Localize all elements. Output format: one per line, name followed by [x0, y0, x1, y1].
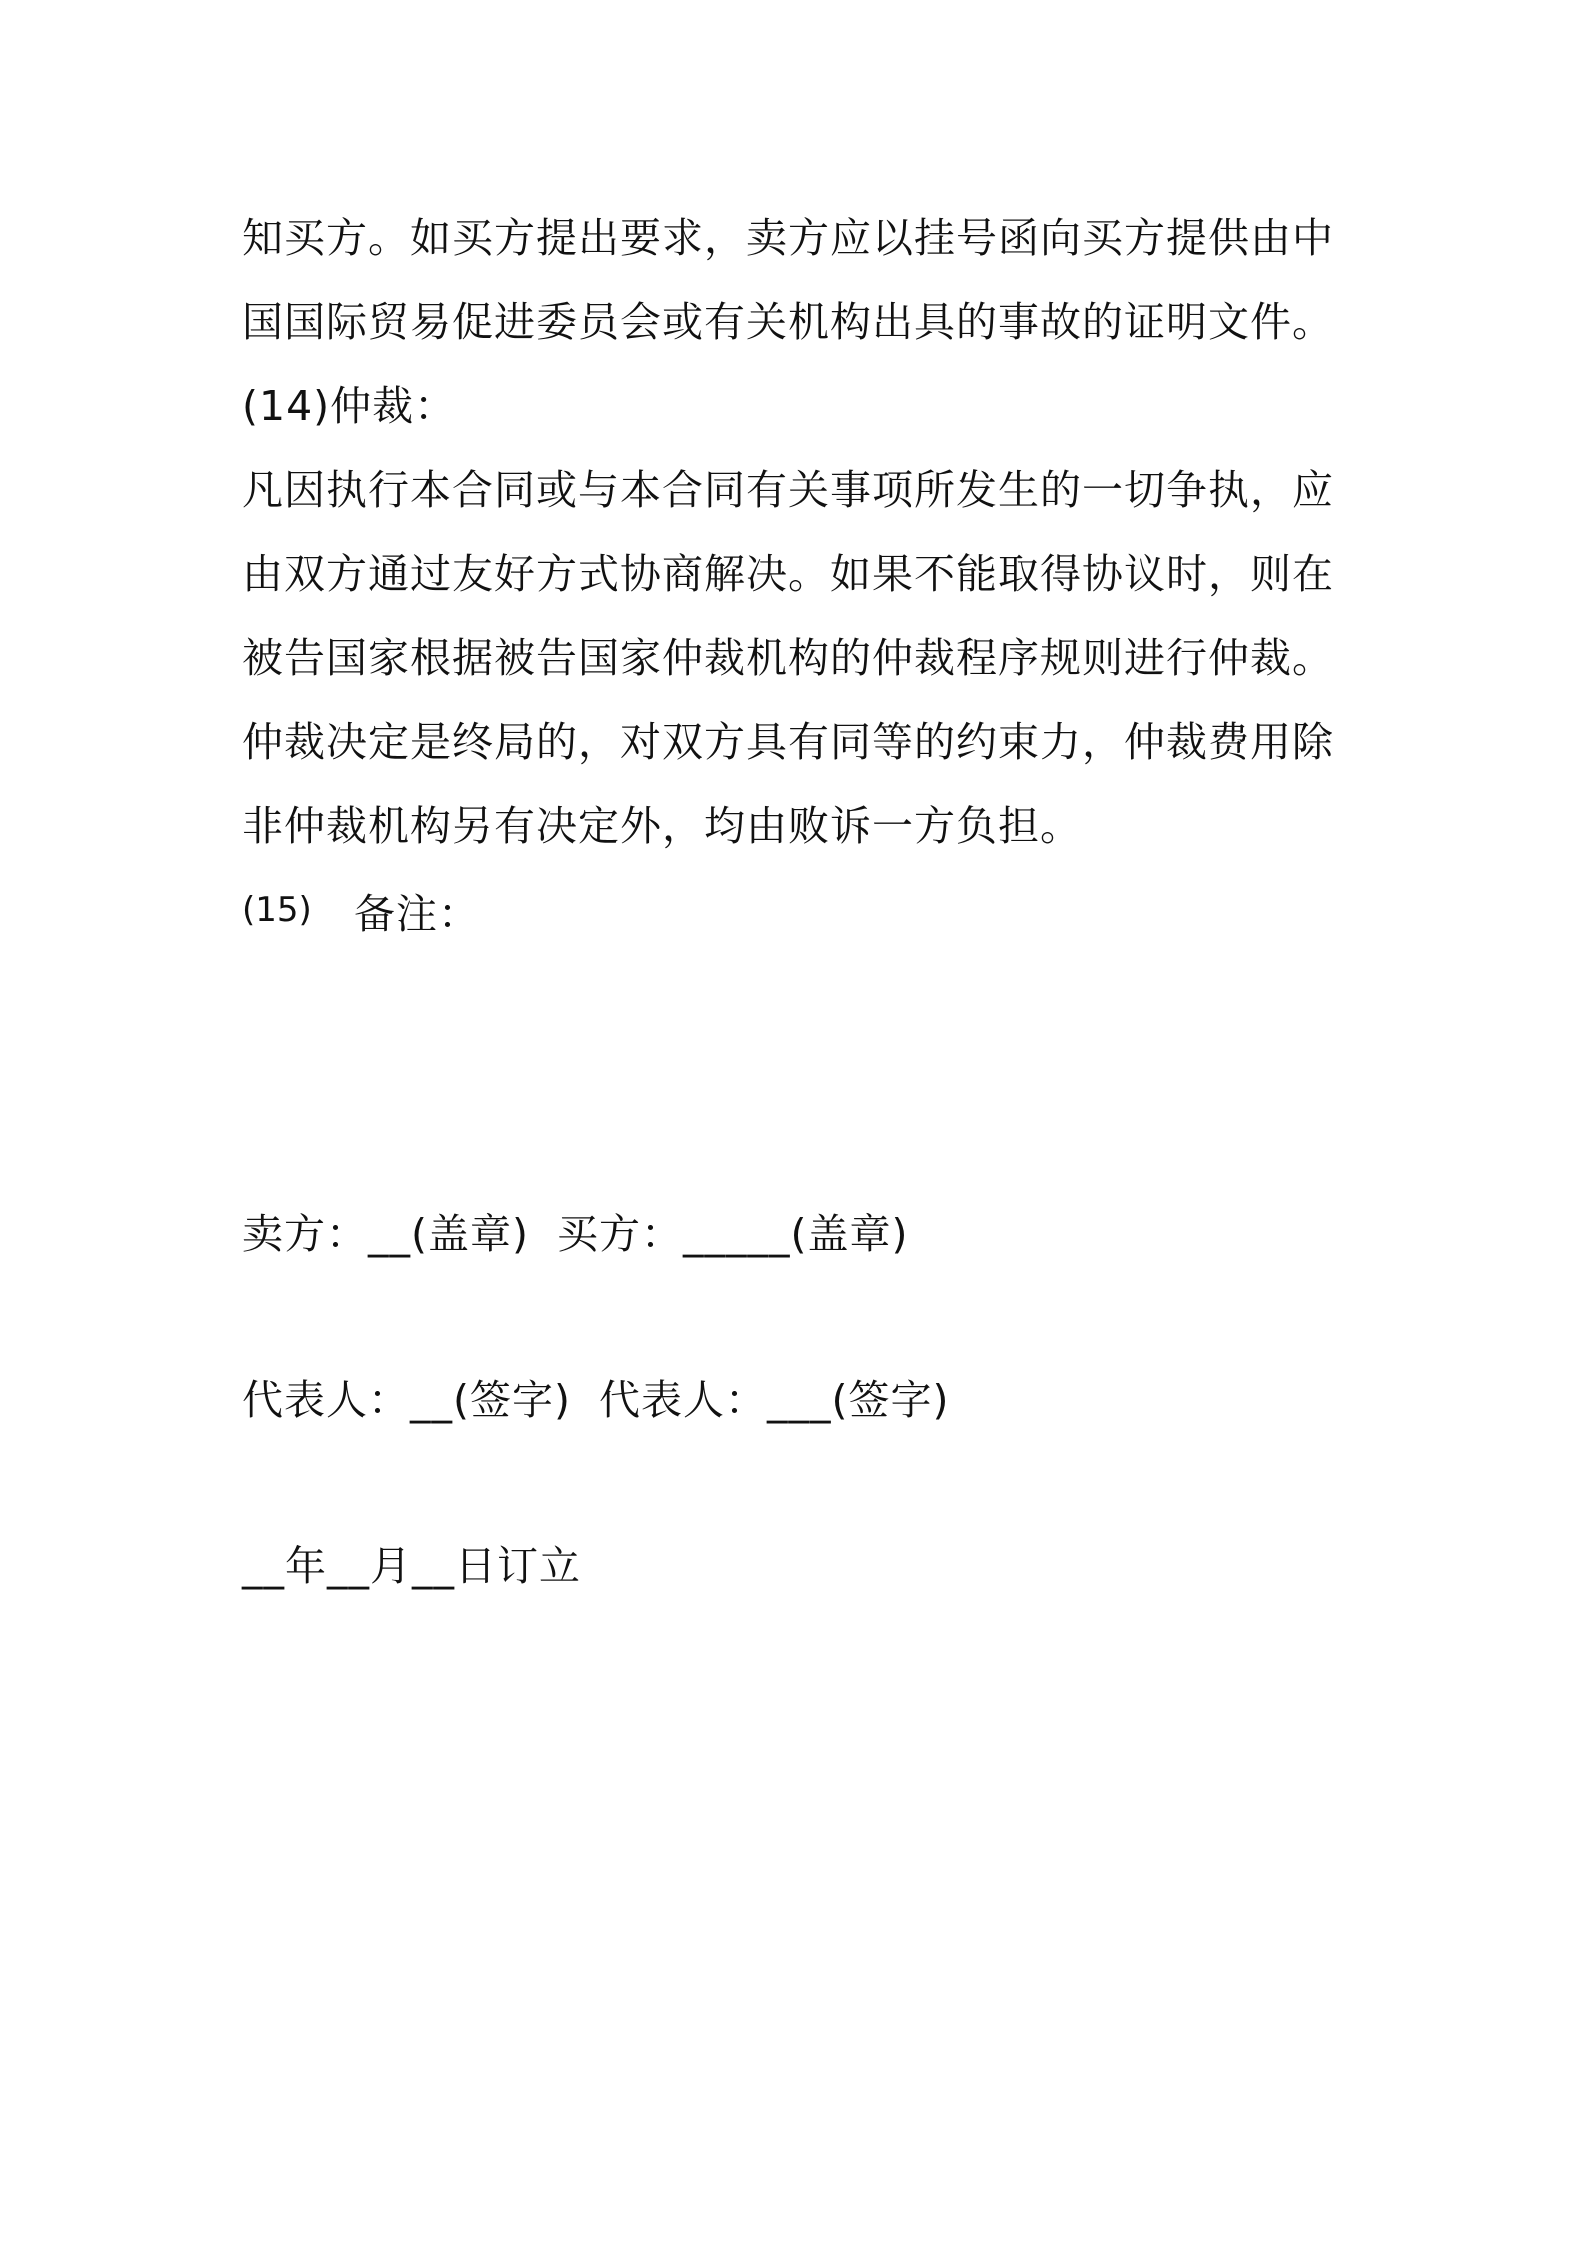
remarks-number: (15) — [242, 890, 312, 930]
remarks-label: 备注： — [354, 889, 480, 938]
body-line-7: 仲裁决定是终局的，对双方具有同等的约束力，仲裁费用除 — [242, 718, 1334, 766]
section-heading-arbitration: (14)仲裁： — [242, 382, 457, 430]
signature-parties-line: 卖方：__(盖章) 买方：_____(盖章) — [242, 1210, 909, 1258]
body-line-2: 国国际贸易促进委员会或有关机构出具的事故的证明文件。 — [242, 298, 1334, 346]
body-line-5: 由双方通过友好方式协商解决。如果不能取得协议时，则在 — [242, 550, 1334, 598]
body-line-1: 知买方。如买方提出要求，卖方应以挂号函向买方提供由中 — [242, 214, 1334, 262]
body-line-4: 凡因执行本合同或与本合同有关事项所发生的一切争执，应 — [242, 466, 1334, 514]
body-line-8: 非仲裁机构另有决定外，均由败诉一方负担。 — [242, 802, 1082, 850]
contract-body — [242, 196, 1362, 952]
body-line-6: 被告国家根据被告国家仲裁机构的仲裁程序规则进行仲裁。 — [242, 634, 1334, 682]
section-heading-remarks — [242, 868, 1362, 952]
signature-date-line: __年__月__日订立 — [242, 1542, 581, 1590]
signature-representatives-line: 代表人：__(签字) 代表人：___(签字) — [242, 1376, 950, 1424]
